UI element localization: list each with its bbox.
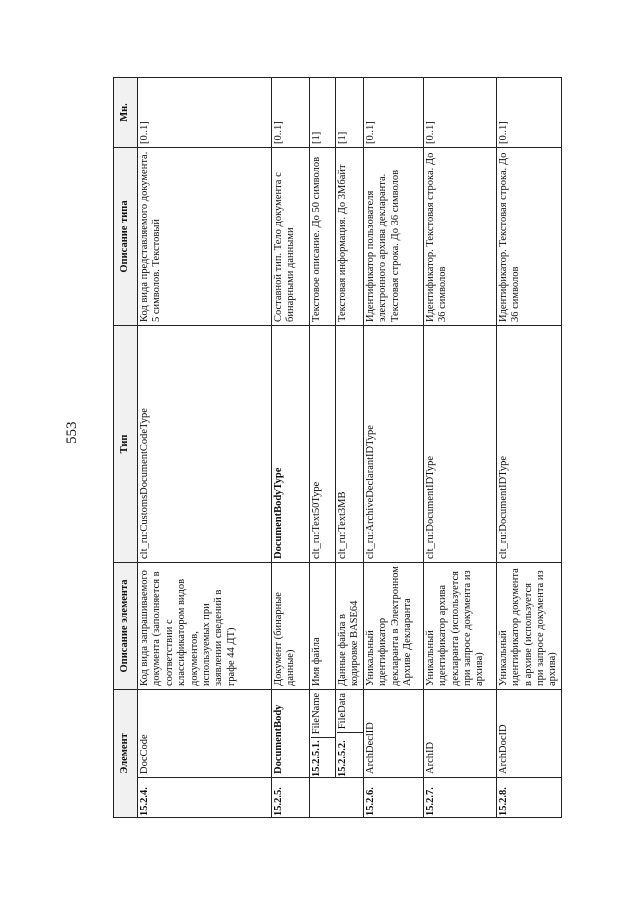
row-element: FileName <box>311 692 322 735</box>
row-element: ArchID <box>423 690 496 778</box>
row-type-desc: Идентификатор пользователя электронного архива декларанта. Текстовая строка. До 36 символов <box>363 148 423 326</box>
row-element: DocCode <box>138 690 272 778</box>
table-row <box>336 78 364 818</box>
row-element-desc: Документ (бинарные данные) <box>272 563 310 690</box>
header-type: Тип <box>114 326 138 563</box>
row-type: clt_ru:DocumentIDType <box>496 326 561 563</box>
row-type-desc: Текстовое описание. До 50 символов <box>310 148 336 326</box>
row-type: clt_ru:Text50Type <box>310 326 336 563</box>
table-row <box>423 78 496 818</box>
row-type-desc: Составной тип. Тело документа с бинарными данными <box>272 148 310 326</box>
row-element-nested <box>310 690 336 778</box>
row-multiplicity: [0..1] <box>496 78 561 148</box>
table-row <box>363 78 423 818</box>
row-number: 15.2.7. <box>423 778 496 818</box>
table-header-row <box>114 78 138 818</box>
row-number: 15.2.8. <box>496 778 561 818</box>
row-number: 15.2.4. <box>138 778 272 818</box>
row-type: clt_ru:DocumentIDType <box>423 326 496 563</box>
row-element: ArchDocID <box>496 690 561 778</box>
header-element: Элемент <box>114 690 138 818</box>
row-number: 15.2.5.2. <box>337 732 364 777</box>
table-row <box>272 78 310 818</box>
row-element: DocumentBody <box>272 690 310 778</box>
row-multiplicity: [1] <box>310 78 336 148</box>
header-element-desc: Описание элемента <box>114 563 138 690</box>
row-type-desc: Текстовая информация. До 3Мбайт <box>336 148 364 326</box>
spec-table-container <box>113 78 559 818</box>
row-multiplicity: [1] <box>336 78 364 148</box>
row-type-desc: Идентификатор. Текстовая строка. До 36 символов <box>496 148 561 326</box>
header-multiplicity: Мн. <box>114 78 138 148</box>
row-type: clt_ru:Text3MB <box>336 326 364 563</box>
row-type-desc: Идентификатор. Текстовая строка. До 36 символов <box>423 148 496 326</box>
table-row <box>138 78 272 818</box>
row-number: 15.2.5.1. <box>311 737 336 777</box>
row-multiplicity: [0..1] <box>423 78 496 148</box>
row-type-desc: Код вида представляемого документа. 5 символов. Текстовый <box>138 148 272 326</box>
row-element: FileData <box>337 693 348 730</box>
row-number: 15.2.5. <box>272 778 310 818</box>
row-element-desc: Код вида запрашиваемого документа (заполняется в соответствии с классификатором видов документов, используемых при заявлении сведений в графе 44 ДТ) <box>138 563 272 690</box>
table-row <box>496 78 561 818</box>
row-element-desc: Уникальный идентификатор декларанта в Электронном Архиве Декларанта <box>363 563 423 690</box>
row-type: clt_ru:ArchiveDeclarantIDType <box>363 326 423 563</box>
row-multiplicity: [0..1] <box>272 78 310 148</box>
row-multiplicity: [0..1] <box>363 78 423 148</box>
row-type: clt_ru:CustomsDocumentCodeType <box>138 326 272 563</box>
row-element-desc: Уникальный идентификатор документа в архиве (используется при запросе документа из архива) <box>496 563 561 690</box>
row-indent <box>336 778 364 818</box>
row-element-desc: Данные файла в кодировке BASE64 <box>336 563 364 690</box>
page-number: 553 <box>64 421 80 444</box>
row-indent <box>310 778 336 818</box>
row-element-desc: Имя файла <box>310 563 336 690</box>
table-row <box>310 78 336 818</box>
row-element-desc: Уникальный идентификатор архива декларанта (используется при запросе документа из архива) <box>423 563 496 690</box>
header-type-desc: Описание типа <box>114 148 138 326</box>
row-multiplicity: [0..1] <box>138 78 272 148</box>
row-element: ArchDeclID <box>363 690 423 778</box>
row-element-nested <box>336 690 364 778</box>
element-spec-table <box>113 77 562 818</box>
row-number: 15.2.6. <box>363 778 423 818</box>
row-type: DocumentBodyType <box>272 326 310 563</box>
